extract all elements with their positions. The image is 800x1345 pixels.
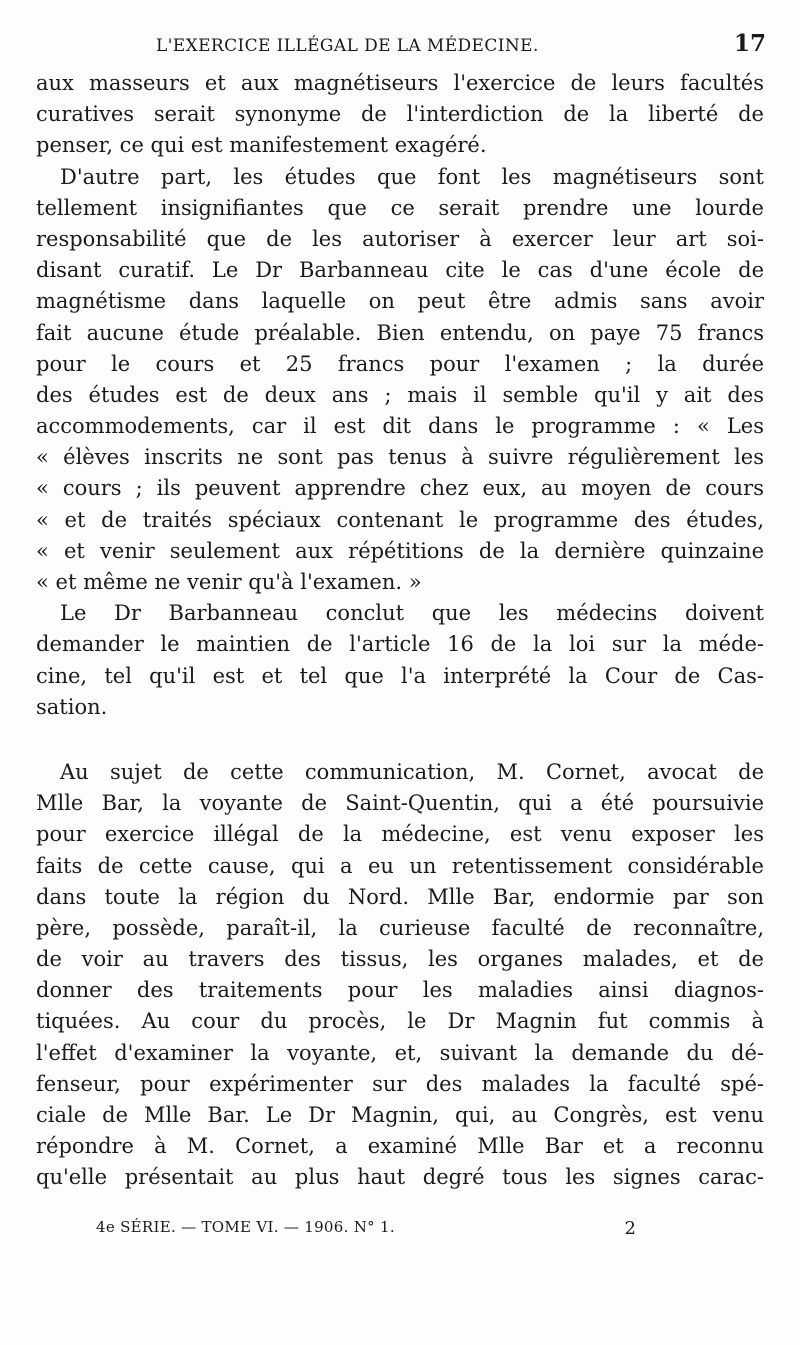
text-line: faits de cette cause, qui a eu un retentissement considérable: [36, 853, 764, 878]
paragraph-gap: [36, 723, 764, 757]
page-number: 17: [733, 30, 766, 57]
text-line: aux masseurs et aux magnétiseurs l'exercice de leurs facultés: [36, 71, 764, 95]
text-line: « et même ne venir qu'à l'examen. »: [36, 570, 422, 594]
text-line: dans toute la région du Nord. Mlle Bar, endormie par son: [36, 884, 764, 909]
text-line: tiquées. Au cour du procès, le Dr Magnin fut commis à: [36, 1009, 764, 1034]
text-line: l'effet d'examiner la voyante, et, suivant la demande du dé-: [36, 1040, 764, 1065]
text-line: « et venir seulement aux répétitions de la dernière quinzaine: [36, 538, 764, 563]
text-line: disant curatif. Le Dr Barbanneau cite le cas d'une école de: [36, 258, 764, 283]
text-line: « et de traités spéciaux contenant le programme des études,: [36, 507, 764, 532]
text-line: cine, tel qu'il est et tel que l'a interprété la Cour de Cas-: [36, 663, 764, 688]
text-line: curatives serait synonyme de l'interdiction de la liberté de: [36, 102, 764, 127]
signature-mark: 4e SÉRIE. — TOME VI. — 1906. N° 1.: [96, 1218, 395, 1236]
text-line: D'autre part, les études que font les magnétiseurs sont: [60, 164, 764, 189]
body-text: [36, 68, 764, 1194]
text-line: ciale de Mlle Bar. Le Dr Magnin, qui, au Congrès, est venu: [36, 1103, 764, 1127]
running-title: L'EXERCICE ILLÉGAL DE LA MÉDECINE.: [156, 36, 539, 56]
text-line: « élèves inscrits ne sont pas tenus à suivre régulièrement les: [36, 445, 764, 470]
running-head: [36, 30, 766, 64]
text-line: accommodements, car il est dit dans le programme : « Les: [36, 414, 764, 439]
text-line: responsabilité que de les autoriser à exercer leur art soi-: [36, 226, 764, 251]
text-line: fait aucune étude préalable. Bien entendu, on paye 75 francs: [36, 320, 764, 345]
text-line: répondre à M. Cornet, a examiné Mlle Bar et a reconnu: [36, 1134, 764, 1159]
text-line: Au sujet de cette communication, M. Cornet, avocat de: [60, 759, 764, 784]
text-line: penser, ce qui est manifestement exagéré.: [36, 133, 487, 158]
sheet-number: 2: [624, 1218, 636, 1239]
text-line: de voir au travers des tissus, les organes malades, et de: [36, 947, 764, 972]
text-line: tellement insignifiantes que ce serait prendre une lourde: [36, 195, 764, 220]
text-line: pour exercice illégal de la médecine, est venu exposer les: [36, 822, 764, 847]
text-line: demander le maintien de l'article 16 de la loi sur la méde-: [36, 632, 764, 657]
text-line: des études est de deux ans ; mais il semble qu'il y ait des: [36, 382, 764, 407]
text-line: « cours ; ils peuvent apprendre chez eux, au moyen de cours: [36, 476, 764, 501]
text-line: donner des traitements pour les maladies ainsi diagnos-: [36, 978, 764, 1003]
text-line: sation.: [36, 694, 108, 719]
text-line: père, possède, paraît-il, la curieuse faculté de reconnaître,: [36, 915, 764, 940]
text-line: pour le cours et 25 francs pour l'examen ; la durée: [36, 351, 764, 376]
text-line: Le Dr Barbanneau conclut que les médecins doivent: [60, 601, 764, 626]
text-line: qu'elle présentait au plus haut degré tous les signes carac-: [36, 1165, 764, 1190]
text-line: Mlle Bar, la voyante de Saint-Quentin, qui a été poursuivie: [36, 791, 764, 816]
page-footer: [96, 1218, 636, 1244]
text-line: magnétisme dans laquelle on peut être admis sans avoir: [36, 289, 764, 314]
text-line: fenseur, pour expérimenter sur des malades la faculté spé-: [36, 1071, 764, 1096]
